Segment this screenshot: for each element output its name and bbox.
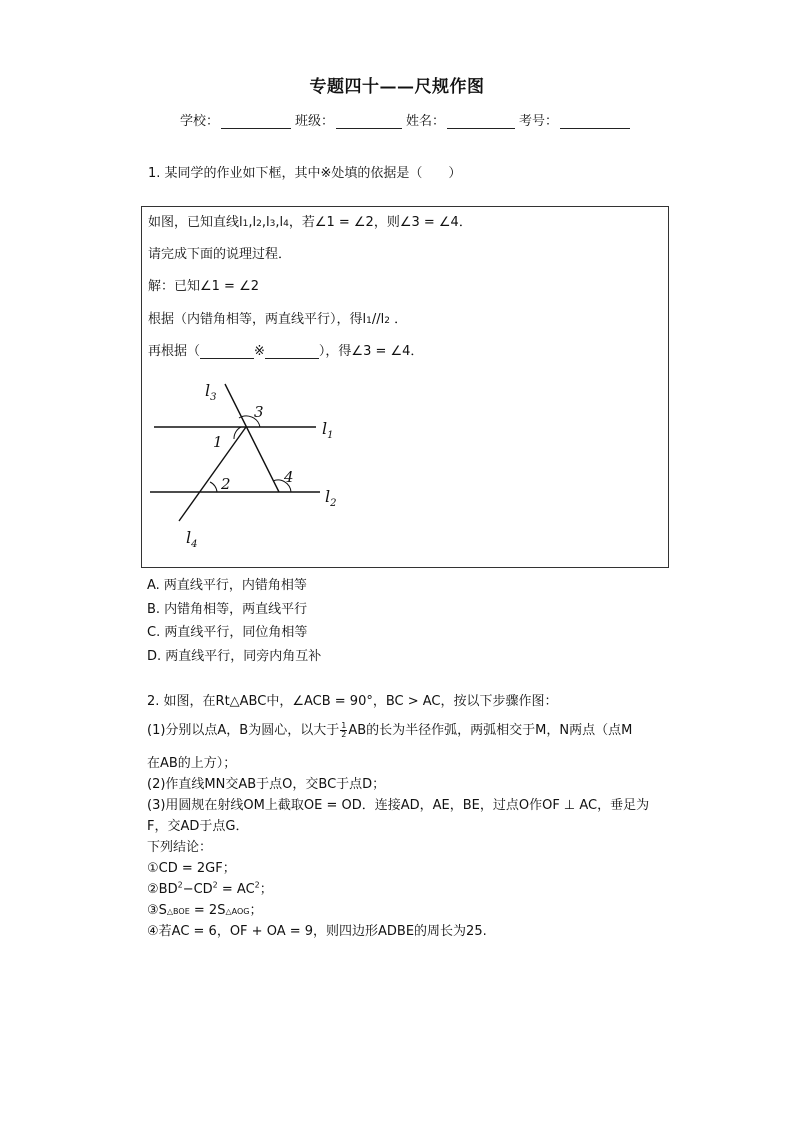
question-1-options: [147, 574, 321, 668]
conclusion-3: ③S△BOE = 2S△AOG；: [147, 903, 263, 918]
student-info-row: [180, 110, 650, 129]
school-label: 学校：: [180, 114, 220, 129]
label-l4: $l_4$: [186, 528, 198, 550]
angle-2-arc: [210, 482, 217, 492]
box-line-instruction: 请完成下面的说理过程．: [148, 247, 292, 262]
school-blank: [221, 114, 291, 129]
homework-box: [141, 206, 669, 568]
answer-mark: ※: [254, 344, 265, 359]
option-c[interactable]: C. 两直线平行，同位角相等: [147, 625, 308, 640]
box-line-reason-2: 再根据（ ※ ），得∠3 = ∠4．: [148, 344, 424, 359]
parallel-lines-figure: [148, 372, 358, 552]
box-line-reason-1: 根据（内错角相等，两直线平行），得l1//l2 ．: [148, 312, 408, 327]
label-l3: $l_3$: [205, 381, 217, 403]
answer-blank-left: [200, 346, 254, 359]
question-2-stem: 2. 如图，在Rt△ABC中，∠ACB = 90°，BC > AC，按以下步骤作图：: [147, 694, 558, 709]
option-d[interactable]: D. 两直线平行，同旁内角互补: [147, 648, 322, 664]
label-angle-4: 4: [284, 468, 294, 486]
option-b[interactable]: B. 内错角相等，两直线平行: [147, 601, 308, 617]
box-line-given: 如图，已知直线l1,l2,l3,l4，若∠1 = ∠2，则∠3 = ∠4．: [148, 215, 472, 230]
question-2-step-1: (1)分别以点A，B为圆心，以大于 $\frac{1}{2}$ AB的长为半径作弧，两弧相交于M，N两点（点M: [147, 721, 633, 739]
box-line-solution: 解：已知∠1 = ∠2: [148, 279, 260, 294]
conclusion-1: ①CD = 2GF；: [147, 861, 236, 876]
angle-1-arc: [234, 427, 241, 439]
number-label: 考号：: [519, 114, 559, 129]
name-label: 姓名：: [406, 114, 446, 129]
conclusions-label: 下列结论：: [147, 840, 213, 855]
conclusion-4: ④若AC = 6，OF + OA = 9，则四边形ADBE的周长为25.: [147, 924, 487, 939]
label-angle-2: 2: [221, 475, 231, 493]
answer-blank-right: [265, 346, 319, 359]
label-angle-3: 3: [254, 403, 264, 421]
label-l2: $l_2$: [325, 487, 337, 509]
class-label: 班级：: [295, 114, 335, 129]
option-a[interactable]: A. 两直线平行，内错角相等: [147, 578, 307, 593]
class-blank: [336, 114, 402, 129]
question-2-step-2: (2)作直线MN交AB于点O，交BC于点D；: [147, 777, 386, 792]
line-l3: [225, 384, 279, 492]
name-blank: [447, 114, 515, 129]
question-2-step-3: (3)用圆规在射线OM上截取OE = OD．连接AD，AE，BE，过点O作OF ⊥ AC，垂足为: [147, 798, 650, 813]
label-l1: $l_1$: [322, 419, 334, 441]
question-2-step-3-cont: F，交AD于点G．: [147, 819, 249, 834]
label-angle-1: 1: [213, 433, 223, 451]
number-blank: [560, 114, 630, 129]
question-2-step-1-cont: 在AB的上方）；: [147, 756, 237, 771]
question-1-stem: 1. 某同学的作业如下框，其中※处填的依据是（ ）: [148, 166, 462, 181]
fraction-one-half: $\frac{1}{2}$: [341, 721, 347, 739]
conclusion-2: $②BD^2-CD^2 = AC^2$；: [147, 880, 273, 897]
document-title: 专题四十——尺规作图: [309, 77, 485, 97]
